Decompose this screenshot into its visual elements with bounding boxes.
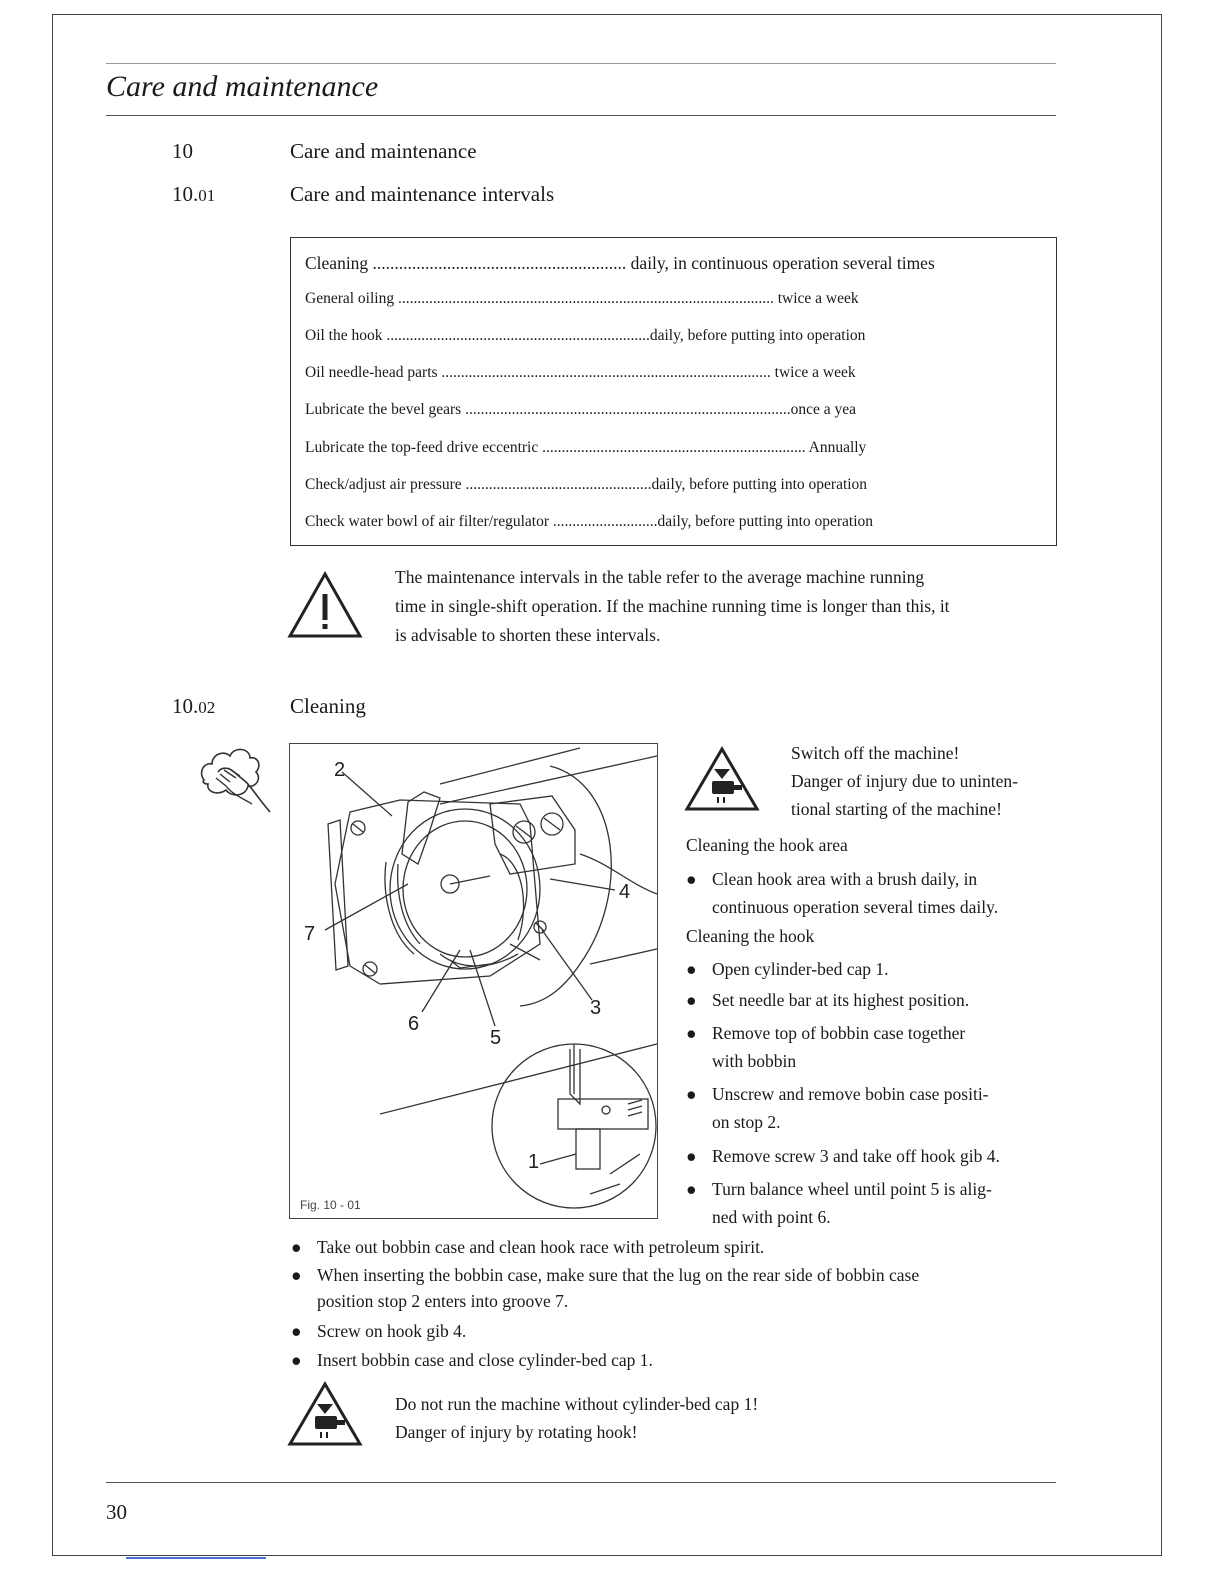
figure-label-4: 4 bbox=[619, 881, 631, 903]
section-10-01-number: 10.01 bbox=[172, 182, 216, 206]
figure-label-7: 7 bbox=[304, 923, 316, 945]
interval-row: Check/adjust air pressure ................................................daily, before putting into operation bbox=[305, 476, 868, 493]
list-item: ● Remove screw 3 and take off hook gib 4. bbox=[686, 1146, 1000, 1166]
interval-row: Lubricate the bevel gears ....................................................................................once a yea bbox=[305, 401, 856, 418]
page-number: 30 bbox=[106, 1500, 127, 1524]
figure-label-6: 6 bbox=[408, 1013, 420, 1035]
list-item: ● Insert bobbin case and close cylinder-bed cap 1. bbox=[291, 1350, 653, 1370]
figure-label-1: 1 bbox=[528, 1151, 540, 1173]
figure-10-01 bbox=[289, 743, 658, 1219]
interval-row: Lubricate the top-feed drive eccentric .................................................................... Annually bbox=[305, 439, 867, 456]
list-item: ● Open cylinder-bed cap 1. bbox=[686, 959, 889, 979]
link-underline-mark bbox=[126, 1557, 266, 1559]
list-item: ● Clean hook area with a brush daily, in continuous operation several times daily. bbox=[686, 869, 999, 917]
section-10-number: 10 bbox=[172, 139, 193, 163]
list-item: ● Turn balance wheel until point 5 is alig- ned with point 6. bbox=[686, 1179, 992, 1227]
figure-label-3: 3 bbox=[590, 997, 602, 1019]
intervals-table bbox=[290, 237, 1057, 546]
figure-label-5: 5 bbox=[490, 1027, 502, 1049]
figure-label-2: 2 bbox=[334, 759, 346, 781]
header-bottom-rule bbox=[106, 115, 1056, 116]
section-10-02-title: Cleaning bbox=[290, 694, 366, 718]
hook-assembly-drawing bbox=[290, 744, 657, 1218]
header-top-rule bbox=[106, 63, 1056, 64]
interval-row: General oiling ................................................................................................. twice a week bbox=[305, 290, 859, 307]
hand-injury-warning-icon bbox=[287, 1380, 363, 1448]
list-item: ● Set needle bar at its highest position. bbox=[686, 990, 970, 1010]
warning-cylinder-cap: Do not run the machine without cylinder-bed cap 1! Danger of injury by rotating hook! bbox=[395, 1394, 759, 1442]
section-10-01-title: Care and maintenance intervals bbox=[290, 182, 555, 206]
interval-row: Cleaning .......................................................... daily, in continuous operation several times bbox=[305, 253, 935, 273]
hook-area-heading: Cleaning the hook area bbox=[686, 835, 848, 855]
hook-heading: Cleaning the hook bbox=[686, 926, 815, 946]
hand-injury-warning-icon bbox=[684, 745, 760, 813]
figure-caption: Fig. 10 - 01 bbox=[300, 1198, 361, 1212]
list-item: ● Unscrew and remove bobin case positi- on stop 2. bbox=[686, 1084, 989, 1132]
list-item: ● Take out bobbin case and clean hook race with petroleum spirit. bbox=[291, 1237, 765, 1257]
list-item: ● Remove top of bobbin case together with bobbin bbox=[686, 1023, 966, 1071]
section-10-title: Care and maintenance bbox=[290, 139, 477, 163]
caution-triangle-icon bbox=[287, 570, 363, 640]
cleaning-cloth-icon bbox=[196, 742, 274, 814]
interval-row: Oil the hook ....................................................................daily, before putting into operation bbox=[305, 327, 866, 344]
list-item: ● Screw on hook gib 4. bbox=[291, 1321, 467, 1341]
intervals-note: The maintenance intervals in the table refer to the average machine running time in single-shift operation. If the machine running time is longer than this, it is advisable to shorten these intervals. bbox=[395, 567, 950, 645]
footer-rule bbox=[106, 1482, 1056, 1483]
section-10-02-number: 10.02 bbox=[172, 694, 216, 718]
warning-switch-off: Switch off the machine! Danger of injury due to uninten- tional starting of the machine! bbox=[791, 743, 1018, 819]
interval-row: Oil needle-head parts ..................................................................................... twice a week bbox=[305, 364, 856, 381]
page-header-title: Care and maintenance bbox=[106, 70, 379, 103]
list-item: ● When inserting the bobbin case, make sure that the lug on the rear side of bobbin case position stop 2 enters into groove 7. bbox=[291, 1265, 920, 1311]
interval-row: Check water bowl of air filter/regulator ...........................daily, before putting into operation bbox=[305, 513, 874, 530]
